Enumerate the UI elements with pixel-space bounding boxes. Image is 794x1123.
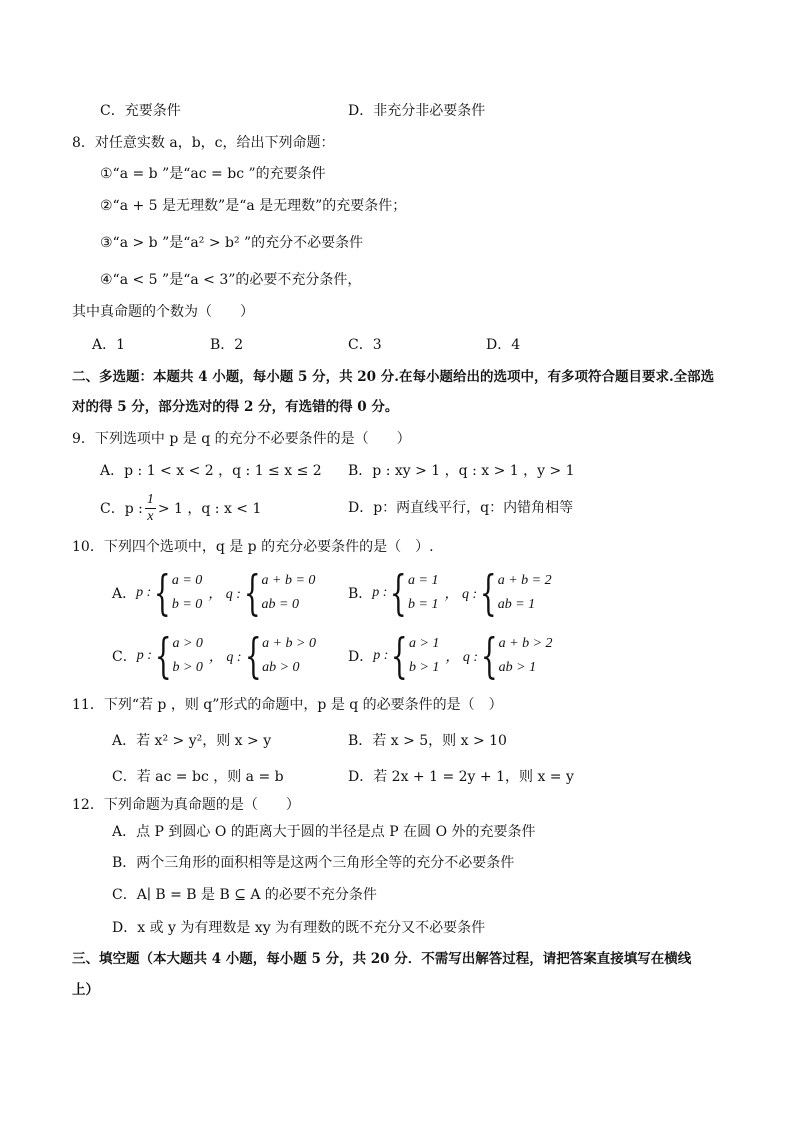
left-brace-icon: { [243, 565, 261, 621]
q12-option-a: A．点 P 到圆心 O 的距离大于圆的半径是点 P 在圆 O 外的充要条件 [112, 824, 536, 840]
q10-c-q-prefix: ， q : [208, 650, 242, 665]
q10-c-q-system: a + b > 0 ab > 0 [262, 636, 317, 675]
q7-option-c: C．充要条件 [100, 103, 181, 119]
q10-d-q-system: a + b > 2 ab > 1 [498, 636, 553, 675]
q11-stem: 11．下列“若 p ，则 q”形式的命题中，p 是 q 的必要条件的是（ ） [72, 697, 503, 713]
q10-stem: 10．下列四个选项中，q 是 p 的充分必要条件的是（ ）. [72, 539, 434, 555]
q10-d-p-prefix: p : [373, 648, 389, 663]
q12-option-d: D．x 或 y 为有理数是 xy 为有理数的既不充分又不必要条件 [112, 920, 486, 936]
q10-a-label: A． [112, 586, 137, 602]
q8-option-a: A．1 [92, 337, 126, 353]
q8-option-d: D．4 [486, 337, 521, 353]
q9-option-c-fraction [145, 492, 156, 525]
section3-heading-line2: 上） [72, 982, 99, 998]
q8-item-4: ④“a < 5 ”是“a < 3”的必要不充分条件， [100, 272, 362, 288]
q10-b-p-system: a = 1 b = 1 [408, 573, 439, 612]
q10-c-p-system: a > 0 b > 0 [172, 636, 203, 675]
q8-option-b: B．2 [210, 337, 244, 353]
q11-option-d: D．若 2x + 1 = 2y + 1，则 x = y [348, 769, 574, 785]
left-brace-icon: { [154, 565, 171, 621]
q10-option-c [112, 630, 316, 682]
section2-heading-line2: 对的得 5 分，部分选对的得 2 分，有选错的得 0 分。 [72, 399, 399, 415]
q10-a-q-prefix: ， q : [208, 587, 241, 602]
q11-option-c: C．若 ac = bc ，则 a = b [112, 769, 284, 785]
q10-b-q-prefix: ， q : [444, 587, 478, 602]
q10-d-q-prefix: ， q : [445, 650, 479, 665]
q10-option-a [112, 567, 315, 619]
section3-heading-line1: 三、填空题（本大题共 4 小题，每小题 5 分，共 20 分．不需写出解答过程，请把答案直接填写在横线 [72, 951, 692, 967]
q10-option-b [348, 567, 552, 619]
q8-item-3: ③“a > b ”是“a² > b² ”的充分不必要条件 [100, 235, 364, 251]
q8-item-2: ②“a + 5 是无理数”是“a 是无理数”的充要条件； [100, 198, 407, 214]
q9-option-d: D．p：两直线平行，q：内错角相等 [348, 500, 574, 516]
q12-stem: 12．下列命题为真命题的是（ ） [72, 797, 300, 813]
section2-heading-line1: 二、多选题：本题共 4 小题，每小题 5 分，共 20 分.在每小题给出的选项中，有多项符合题目要求.全部选 [72, 369, 715, 385]
q10-c-label: C． [112, 649, 137, 665]
q10-d-p-system: a > 1 b > 1 [408, 636, 440, 675]
left-brace-icon: { [154, 628, 172, 684]
left-brace-icon: { [391, 628, 409, 684]
left-brace-icon: { [390, 565, 408, 621]
q9-stem: 9．下列选项中 p 是 q 的充分不必要条件的是（ ） [72, 431, 411, 447]
q10-b-p-prefix: p : [372, 585, 388, 600]
q12-option-c: C．A∣ B = B 是 B ⊆ A 的必要不充分条件 [112, 887, 377, 903]
q8-question: 其中真命题的个数为（ ） [72, 304, 254, 320]
q10-a-p-prefix: p : [136, 585, 152, 600]
q9-fraction-numerator: 1 [146, 491, 154, 507]
q10-a-q-system: a + b = 0 ab = 0 [261, 573, 316, 612]
q8-item-1: ①“a = b ”是“ac = bc ”的充要条件 [100, 166, 326, 182]
q9-option-c-prefix: C．p : [100, 501, 143, 517]
q8-option-c: C．3 [348, 337, 382, 353]
q9-option-c-suffix: > 1 ，q : x < 1 [157, 501, 262, 517]
q9-option-a: A．p : 1 < x < 2 ，q : 1 ≤ x ≤ 2 [100, 463, 322, 479]
q11-option-a: A．若 x² > y²，则 x > y [112, 733, 272, 749]
q12-option-b: B．两个三角形的面积相等是这两个三角形全等的充分不必要条件 [112, 855, 515, 871]
left-brace-icon: { [480, 565, 497, 621]
q8-stem: 8．对任意实数 a，b，c，给出下列命题： [72, 135, 335, 151]
q7-option-d: D．非充分非必要条件 [348, 103, 486, 119]
left-brace-icon: { [480, 628, 498, 684]
q10-c-p-prefix: p : [136, 648, 152, 663]
q9-option-c [100, 488, 261, 528]
q11-option-b: B．若 x > 5，则 x > 10 [348, 733, 507, 749]
q10-a-p-system: a = 0 b = 0 [171, 573, 203, 612]
q10-option-d [348, 630, 553, 682]
q9-option-b: B．p : xy > 1 ，q : x > 1 ，y > 1 [348, 463, 575, 479]
q10-d-label: D． [348, 649, 374, 665]
q10-b-label: B． [348, 586, 373, 602]
q10-b-q-system: a + b = 2 ab = 1 [497, 573, 552, 612]
left-brace-icon: { [244, 628, 262, 684]
q9-fraction-denominator: x [147, 508, 154, 524]
